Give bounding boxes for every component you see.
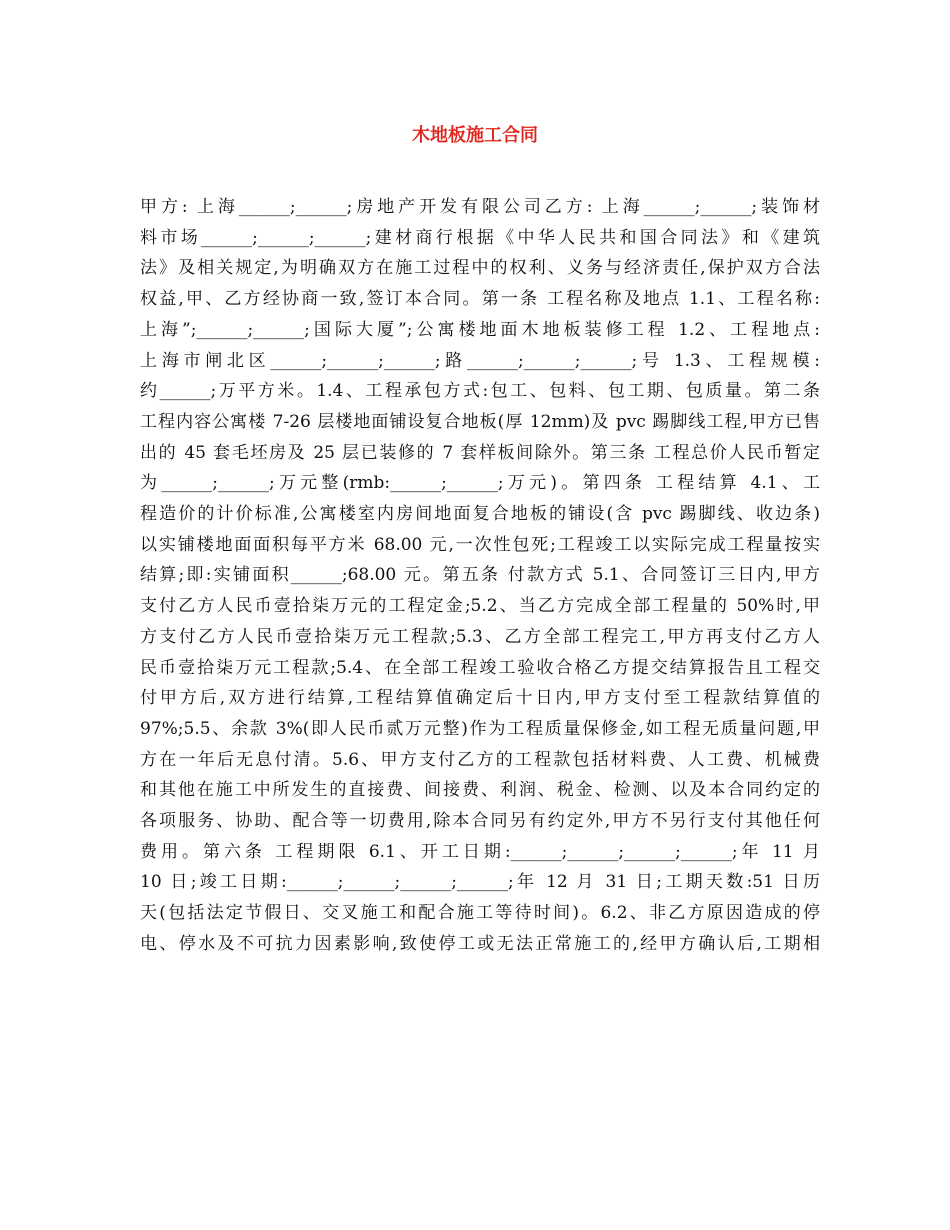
contract-line: 结算;即:实铺面积______;68.00 元。第五条 付款方式 5.1、合同签订三日内,甲方 (140, 565, 820, 586)
contract-line: 权益,甲、乙方经协商一致,签订本合同。第一条 工程名称及地点 1.1、工程名称: (140, 289, 820, 310)
contract-line: 费用。第六条 工程期限 6.1、开工日期:______;______;______;______;年 11 月 (140, 841, 820, 862)
contract-line: 上海”;______;______;国际大厦”;公寓楼地面木地板装修工程 1.2、工程地点: (140, 319, 820, 340)
document-title: 木地板施工合同 (412, 125, 538, 146)
contract-line: 以实铺楼地面面积每平方米 68.00 元,一次性包死;工程竣工以实际完成工程量按实 (140, 534, 820, 555)
contract-line: 工程内容公寓楼 7-26 层楼地面铺设复合地板(厚 12mm)及 pvc 踢脚线工程,甲方已售 (140, 411, 820, 432)
contract-line: 约______;万平方米。1.4、工程承包方式:包工、包料、包工期、包质量。第二条 (140, 381, 820, 402)
contract-line: 料市场______;______;______;建材商行根据《中华人民共和国合同法》和《建筑 (140, 227, 820, 248)
contract-line: 出的 45 套毛坯房及 25 层已装修的 7 套样板间除外。第三条 工程总价人民币暂定 (140, 442, 820, 463)
contract-line: 97%;5.5、余款 3%(即人民币贰万元整)作为工程质量保修金,如工程无质量问题,甲 (140, 718, 820, 739)
contract-line: 和其他在施工中所发生的直接费、间接费、利润、税金、检测、以及本合同约定的 (140, 780, 820, 801)
contract-line: 电、停水及不可抗力因素影响,致使停工或无法正常施工的,经甲方确认后,工期相 (140, 933, 820, 954)
contract-line: 10 日;竣工日期:______;______;______;______;年 12 月 31 日;工期天数:51 日历 (140, 872, 820, 893)
contract-body (140, 192, 820, 960)
contract-line: 甲方: 上海______;______;房地产开发有限公司乙方: 上海______;______;装饰材 (140, 197, 820, 217)
contract-line: 各项服务、协助、配合等一切费用,除本合同另有约定外,甲方不另行支付其他任何 (140, 811, 820, 832)
contract-line: 付甲方后,双方进行结算,工程结算值确定后十日内,甲方支付至工程款结算值的 (140, 688, 820, 709)
contract-line: 程造价的计价标准,公寓楼室内房间地面复合地板的铺设(含 pvc 踢脚线、收边条) (140, 504, 820, 525)
contract-line: 法》及相关规定,为明确双方在施工过程中的权利、义务与经济责任,保护双方合法 (140, 258, 820, 279)
contract-line: 支付乙方人民币壹拾柒万元的工程定金;5.2、当乙方完成全部工程量的 50%时,甲 (140, 596, 820, 617)
contract-line: 天(包括法定节假日、交叉施工和配合施工等待时间)。6.2、非乙方原因造成的停 (140, 903, 820, 924)
contract-line: 为______;______;万元整(rmb:______;______;万元)。第四条 工程结算 4.1、工 (140, 473, 820, 494)
contract-line: 上海市闸北区______;______;______;路______;______;______;号 1.3、工程规模: (140, 350, 820, 371)
contract-line: 方在一年后无息付清。5.6、甲方支付乙方的工程款包括材料费、人工费、机械费 (140, 749, 820, 770)
contract-line: 民币壹拾柒万元工程款;5.4、在全部工程竣工验收合格乙方提交结算报告且工程交 (140, 657, 820, 678)
contract-line: 方支付乙方人民币壹拾柒万元工程款;5.3、乙方全部工程完工,甲方再支付乙方人 (140, 626, 820, 647)
